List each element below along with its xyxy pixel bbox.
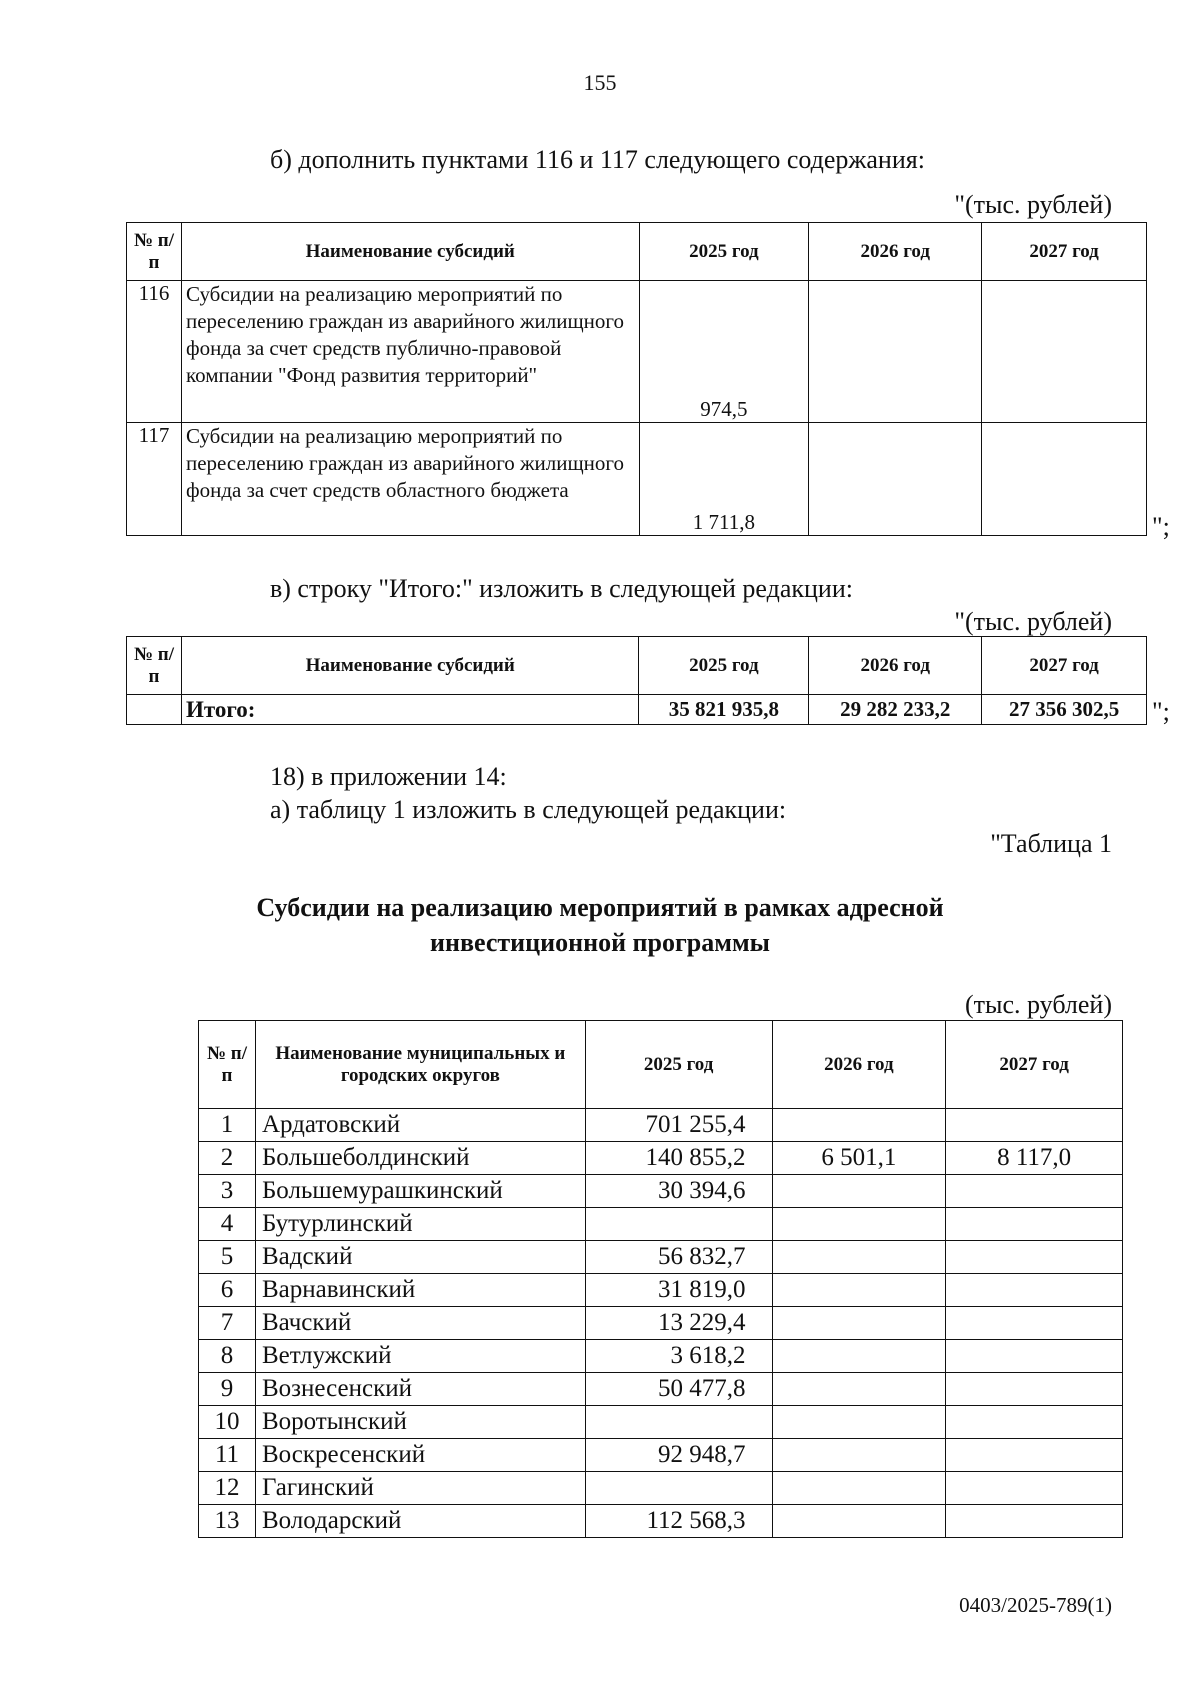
row-num: 5	[199, 1241, 256, 1274]
paragraph-18: 18) в приложении 14:	[270, 762, 507, 791]
row-2027	[946, 1241, 1123, 1274]
table-row	[127, 281, 1147, 423]
row-name: Варнавинский	[255, 1274, 585, 1307]
row-2026: 6 501,1	[772, 1142, 946, 1175]
closing-quote-1: ";	[1152, 512, 1170, 541]
row-num: 12	[199, 1472, 256, 1505]
row-name: Ветлужский	[255, 1340, 585, 1373]
paragraph-b: б) дополнить пунктами 116 и 117 следующего содержания:	[270, 145, 925, 174]
row-num: 4	[199, 1208, 256, 1241]
header-num: № п/п	[127, 223, 182, 281]
row-name: Большеболдинский	[255, 1142, 585, 1175]
row-2027: 8 117,0	[946, 1142, 1123, 1175]
row-num: 10	[199, 1406, 256, 1439]
row-2025: 140 855,2	[585, 1142, 772, 1175]
row-2026	[772, 1175, 946, 1208]
row-2027	[982, 423, 1147, 536]
subsidies-table-additions	[126, 222, 1147, 536]
header-2025: 2025 год	[639, 223, 809, 281]
table-title-line-1: Субсидии на реализацию мероприятий в рамках адресной	[256, 893, 944, 922]
unit-label-3: (тыс. рублей)	[964, 990, 1112, 1019]
row-num: 1	[199, 1109, 256, 1142]
row-2026	[772, 1373, 946, 1406]
table-header-row	[127, 637, 1147, 695]
row-num: 9	[199, 1373, 256, 1406]
row-name: Вознесенский	[255, 1373, 585, 1406]
row-name: Большемурашкинский	[255, 1175, 585, 1208]
header-2027: 2027 год	[946, 1021, 1123, 1109]
row-2026	[772, 1307, 946, 1340]
row-name: Бутурлинский	[255, 1208, 585, 1241]
row-2027	[946, 1175, 1123, 1208]
unit-label-2: "(тыс. рублей)	[954, 607, 1112, 636]
table-row	[199, 1274, 1123, 1307]
row-2027	[946, 1505, 1123, 1538]
header-2025: 2025 год	[639, 637, 809, 695]
row-2025: 1 711,8	[639, 423, 809, 536]
row-2026	[772, 1109, 946, 1142]
row-2025: 3 618,2	[585, 1340, 772, 1373]
table-row	[199, 1439, 1123, 1472]
row-2027	[946, 1109, 1123, 1142]
row-2027	[946, 1307, 1123, 1340]
row-2025: 50 477,8	[585, 1373, 772, 1406]
table-label: "Таблица 1	[990, 829, 1112, 858]
header-municipal-name: Наименование муниципальных и городских округов	[255, 1021, 585, 1109]
table-row	[199, 1505, 1123, 1538]
row-num: 117	[127, 423, 182, 536]
header-2027: 2027 год	[982, 637, 1147, 695]
row-2027	[982, 281, 1147, 423]
row-num: 3	[199, 1175, 256, 1208]
table-header-row	[199, 1021, 1123, 1109]
row-2025	[585, 1406, 772, 1439]
document-code: 0403/2025-789(1)	[959, 1593, 1112, 1617]
table-row	[199, 1340, 1123, 1373]
row-2025	[585, 1208, 772, 1241]
row-2027	[946, 1274, 1123, 1307]
row-2027	[946, 1208, 1123, 1241]
row-2026	[772, 1406, 946, 1439]
total-row	[127, 695, 1147, 725]
table-row	[199, 1241, 1123, 1274]
row-name: Вадский	[255, 1241, 585, 1274]
row-2027	[946, 1373, 1123, 1406]
row-2026	[772, 1274, 946, 1307]
row-2026	[772, 1439, 946, 1472]
row-num: 8	[199, 1340, 256, 1373]
table-row	[127, 423, 1147, 536]
page-number: 155	[583, 70, 617, 95]
total-2026: 29 282 233,2	[809, 695, 982, 725]
table-row	[199, 1307, 1123, 1340]
row-num: 116	[127, 281, 182, 423]
table-row	[199, 1142, 1123, 1175]
row-name: Воротынский	[255, 1406, 585, 1439]
row-2027	[946, 1406, 1123, 1439]
total-2025: 35 821 935,8	[639, 695, 809, 725]
table-row	[199, 1373, 1123, 1406]
table-row	[199, 1109, 1123, 1142]
row-name: Субсидии на реализацию мероприятий по переселению граждан из аварийного жилищного фонда за счет средств публично-правовой компании "Фонд развития территорий"	[181, 281, 639, 423]
row-num: 6	[199, 1274, 256, 1307]
row-2027	[946, 1340, 1123, 1373]
header-2027: 2027 год	[982, 223, 1147, 281]
row-2026	[772, 1505, 946, 1538]
row-2025: 56 832,7	[585, 1241, 772, 1274]
total-num	[127, 695, 182, 725]
row-2026	[809, 423, 982, 536]
table-row	[199, 1175, 1123, 1208]
row-2027	[946, 1439, 1123, 1472]
header-2026: 2026 год	[809, 223, 982, 281]
row-name: Гагинский	[255, 1472, 585, 1505]
total-2027: 27 356 302,5	[982, 695, 1147, 725]
closing-quote-2: ";	[1152, 697, 1170, 726]
row-num: 13	[199, 1505, 256, 1538]
row-name: Воскресенский	[255, 1439, 585, 1472]
row-num: 11	[199, 1439, 256, 1472]
row-2026	[809, 281, 982, 423]
header-2026: 2026 год	[809, 637, 982, 695]
header-2026: 2026 год	[772, 1021, 946, 1109]
row-2025: 30 394,6	[585, 1175, 772, 1208]
row-2025: 112 568,3	[585, 1505, 772, 1538]
row-2026	[772, 1472, 946, 1505]
row-2025	[585, 1472, 772, 1505]
table-row	[199, 1472, 1123, 1505]
row-name: Володарский	[255, 1505, 585, 1538]
header-num: № п/п	[127, 637, 182, 695]
row-2025: 13 229,4	[585, 1307, 772, 1340]
row-2025: 31 819,0	[585, 1274, 772, 1307]
row-2026	[772, 1208, 946, 1241]
row-2026	[772, 1241, 946, 1274]
row-2027	[946, 1472, 1123, 1505]
table-title-line-2: инвестиционной программы	[430, 928, 770, 957]
row-2025: 701 255,4	[585, 1109, 772, 1142]
row-num: 7	[199, 1307, 256, 1340]
paragraph-v: в) строку "Итого:" изложить в следующей редакции:	[270, 574, 853, 603]
municipal-subsidies-table	[198, 1020, 1123, 1538]
row-name: Ардатовский	[255, 1109, 585, 1142]
table-row	[199, 1406, 1123, 1439]
header-name: Наименование субсидий	[181, 223, 639, 281]
subsidies-table-total	[126, 636, 1147, 725]
table-row	[199, 1208, 1123, 1241]
row-name: Субсидии на реализацию мероприятий по переселению граждан из аварийного жилищного фонда за счет средств областного бюджета	[181, 423, 639, 536]
header-2025: 2025 год	[585, 1021, 772, 1109]
header-name: Наименование субсидий	[181, 637, 639, 695]
row-name: Вачский	[255, 1307, 585, 1340]
unit-label-1: "(тыс. рублей)	[954, 190, 1112, 219]
table-header-row	[127, 223, 1147, 281]
paragraph-a: а) таблицу 1 изложить в следующей редакции:	[270, 795, 787, 824]
row-2025: 92 948,7	[585, 1439, 772, 1472]
header-num: № п/п	[199, 1021, 256, 1109]
total-label: Итого:	[181, 695, 639, 725]
row-2026	[772, 1340, 946, 1373]
row-num: 2	[199, 1142, 256, 1175]
row-2025: 974,5	[639, 281, 809, 423]
